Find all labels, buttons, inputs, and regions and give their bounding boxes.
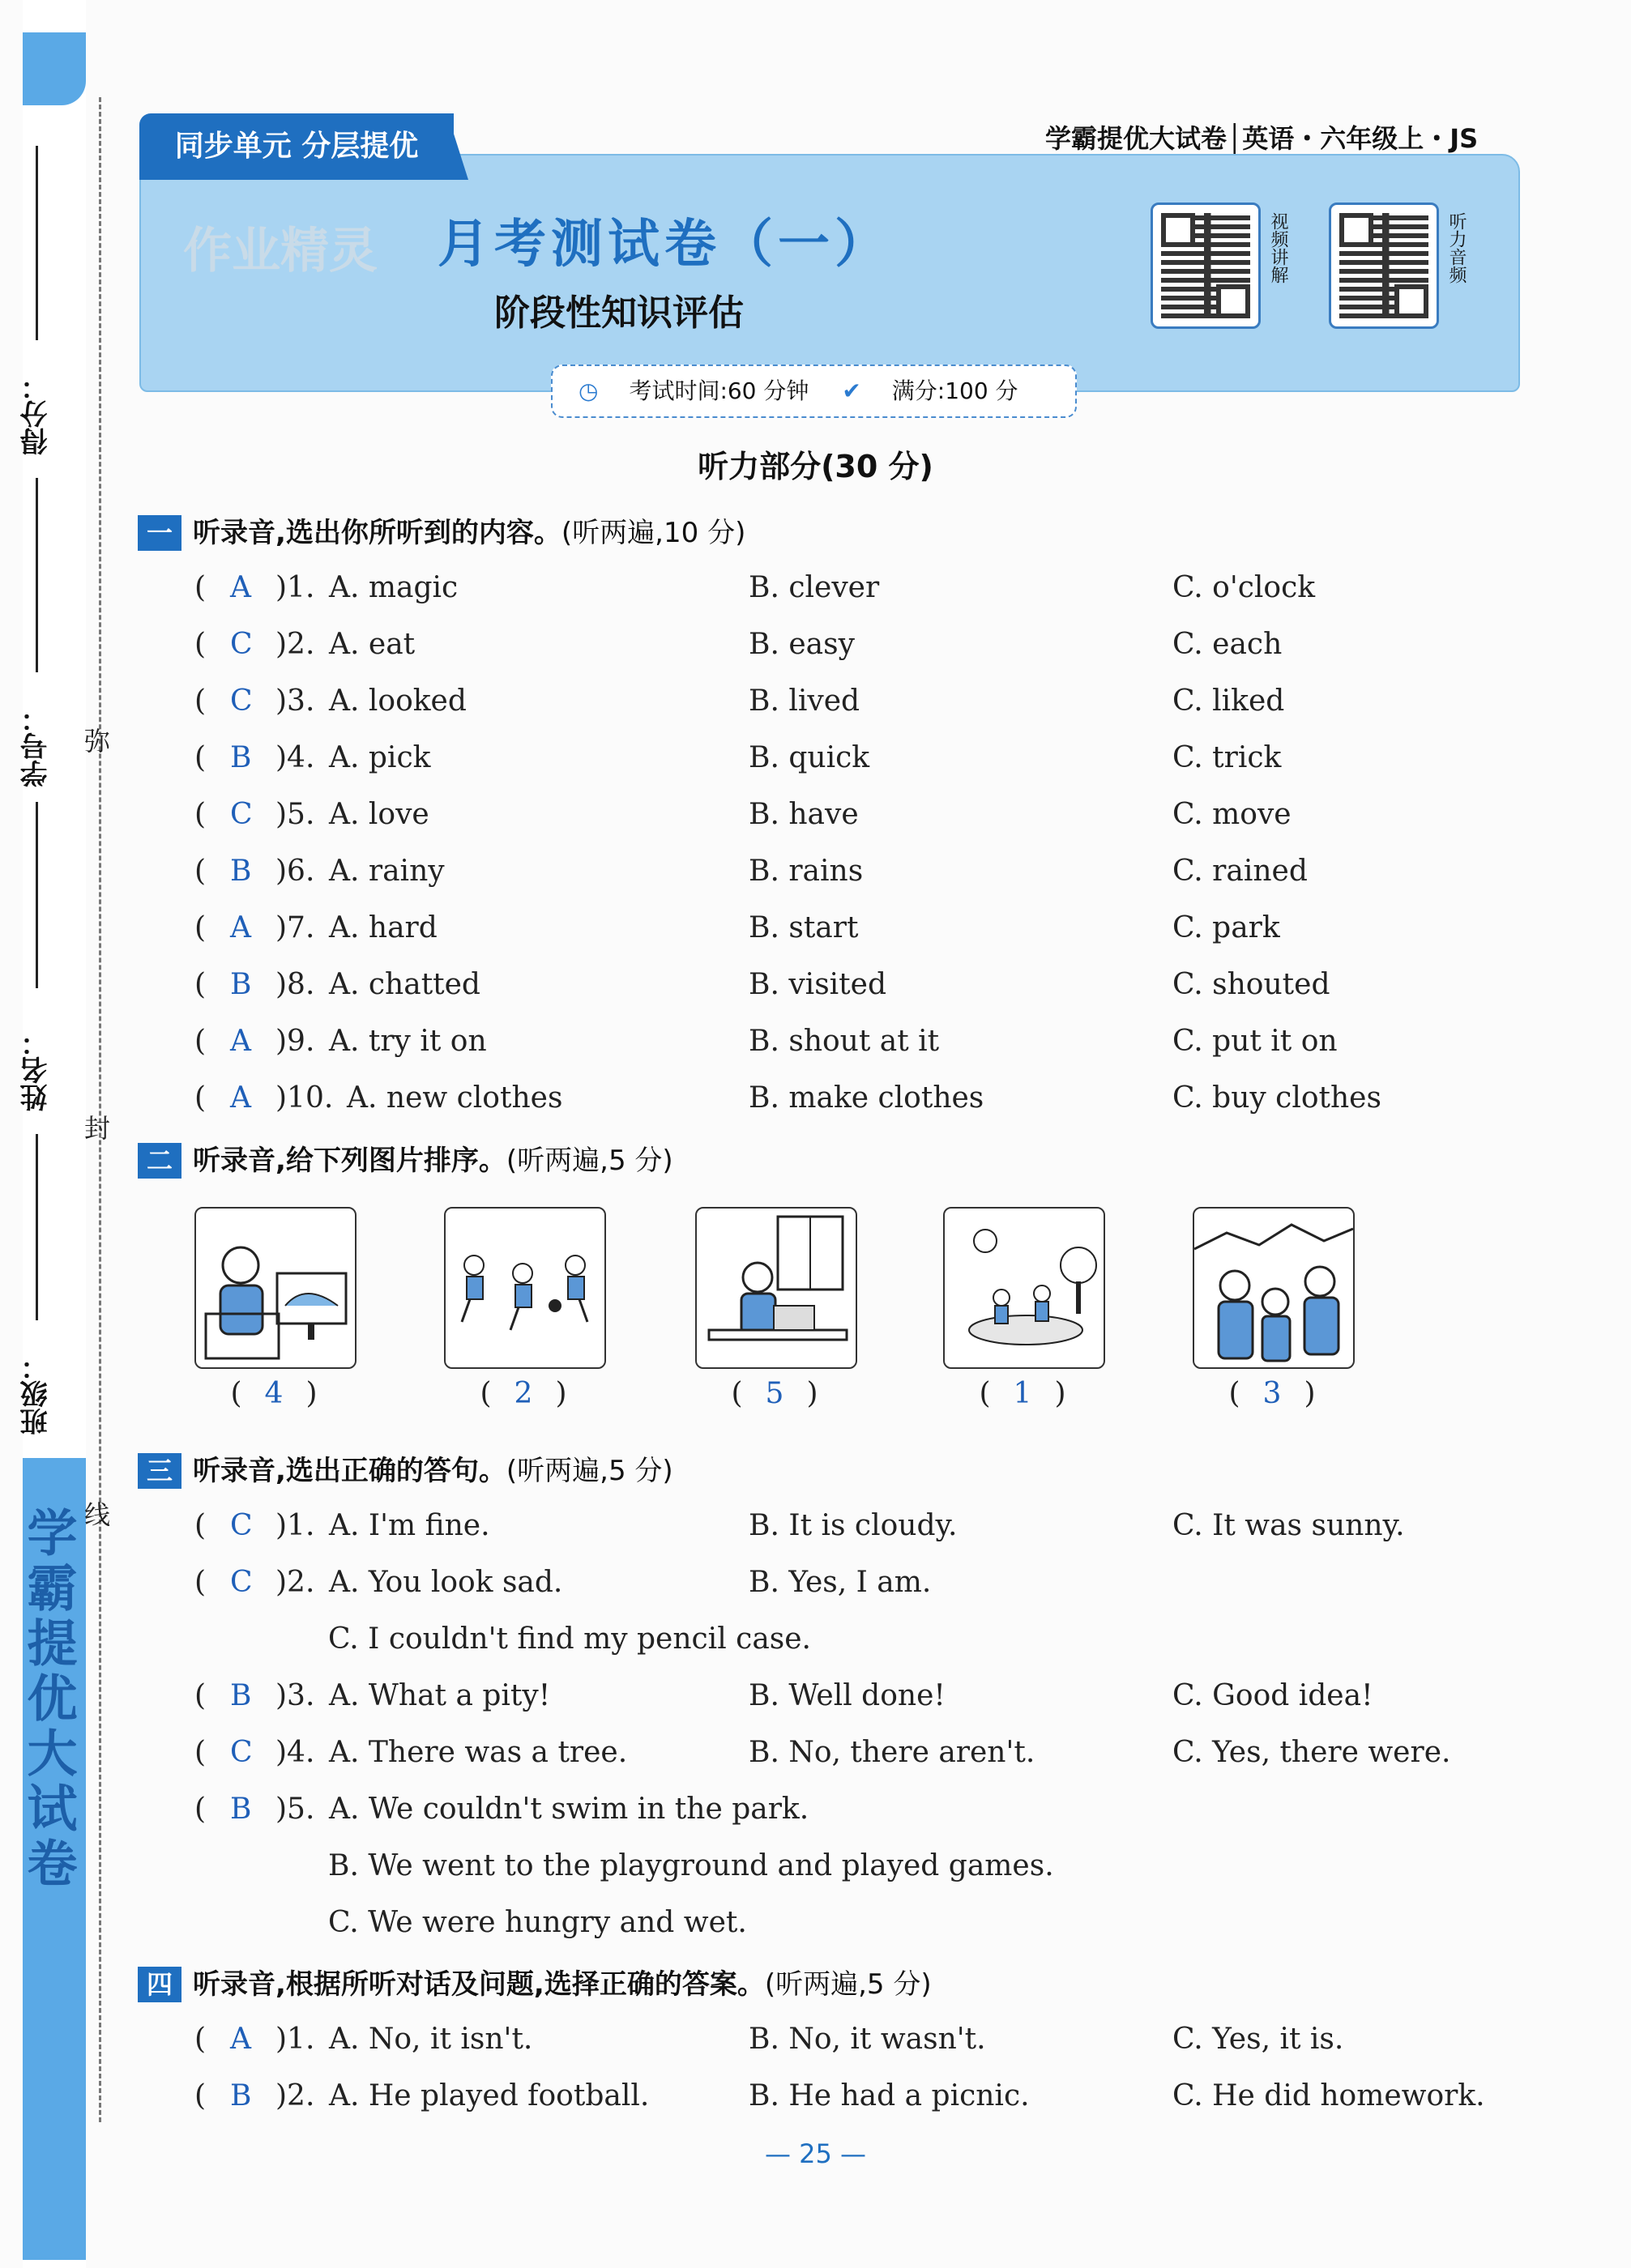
question-row	[194, 961, 1572, 1009]
option-a: A. pick	[329, 741, 431, 774]
question-row	[194, 1558, 1572, 1607]
section-note: (听两遍,10 分)	[561, 517, 746, 549]
picture-boy-tv	[194, 1207, 357, 1369]
answer-choice[interactable]: A	[230, 911, 251, 944]
spine-title: 学霸提优大试卷	[19, 1507, 78, 1892]
listening-part-title: 听力部分(30 分)	[698, 449, 933, 484]
option-c: C. park	[1172, 911, 1280, 944]
order-answer: 5	[765, 1377, 784, 1410]
answer-paren: (	[194, 2023, 207, 2056]
section-2-heading	[138, 1138, 673, 1179]
question-number: )5.	[275, 1793, 315, 1826]
question-number: )7.	[275, 911, 315, 944]
option-c: C. move	[1172, 798, 1292, 831]
watermark-logo: 作业精灵	[183, 223, 378, 279]
option-a: A. magic	[329, 571, 459, 604]
picture-order-5: ( 3 )	[1228, 1377, 1316, 1410]
section-3-heading	[138, 1448, 673, 1489]
option-a: A. You look sad.	[329, 1566, 563, 1599]
option-b: B. Yes, I am.	[749, 1566, 932, 1599]
option-a: A. eat	[329, 628, 416, 661]
answer-choice[interactable]: A	[230, 571, 251, 604]
answer-choice[interactable]: A	[230, 1025, 251, 1058]
option-c: C. Good idea!	[1172, 1679, 1373, 1712]
question-number: )10.	[275, 1081, 334, 1115]
option-b: B. shout at it	[749, 1025, 940, 1058]
option-a: A. What a pity!	[329, 1679, 551, 1712]
seal-char-xian: 线	[84, 1499, 111, 1530]
answer-choice[interactable]: C	[230, 684, 253, 718]
student-id-label: 学号：	[20, 705, 53, 787]
option-c: C. liked	[1172, 684, 1285, 718]
section-note: (听两遍,5 分)	[506, 1145, 673, 1177]
question-number: )5.	[275, 798, 315, 831]
answer-choice[interactable]: B	[230, 1679, 252, 1712]
exam-subtitle: 阶段性知识评估	[494, 292, 744, 334]
page-number: — 25 —	[764, 2138, 867, 2169]
section-number: 一	[138, 515, 181, 551]
option-a: A. hard	[329, 911, 438, 944]
seal-char-feng: 封	[84, 1113, 111, 1144]
option-b: B. start	[749, 911, 859, 944]
option-b: B. rains	[749, 855, 864, 888]
answer-choice[interactable]: A	[230, 1081, 251, 1115]
series-title: 学霸提优大试卷│英语・六年级上・JS	[1045, 123, 1479, 154]
answer-paren: (	[194, 628, 207, 661]
option-b: B. easy	[749, 628, 855, 661]
option-c: C. rained	[1172, 855, 1308, 888]
option-a: A. We couldn't swim in the park.	[329, 1793, 809, 1826]
answer-paren: (	[194, 855, 207, 888]
answer-choice[interactable]: B	[230, 741, 252, 774]
question-number: )4.	[275, 1736, 315, 1769]
order-answer: 3	[1262, 1377, 1282, 1410]
answer-choice[interactable]: B	[230, 1793, 252, 1826]
answer-paren: (	[194, 2079, 207, 2112]
option-b: B. make clothes	[749, 1081, 984, 1115]
option-a: A. looked	[329, 684, 467, 718]
section-title: 听录音,给下列图片排序。	[193, 1145, 506, 1177]
option-a: A. No, it isn't.	[329, 2023, 533, 2056]
option-a: A. new clothes	[347, 1081, 563, 1115]
question-number: )1.	[275, 2023, 315, 2056]
section-title: 听录音,选出正确的答句。	[193, 1455, 506, 1487]
question-number: )1.	[275, 571, 315, 604]
answer-choice[interactable]: B	[230, 968, 252, 1001]
answer-choice[interactable]: C	[230, 1509, 253, 1542]
name-line	[36, 802, 38, 988]
order-answer: 1	[1013, 1377, 1032, 1410]
option-c: C. each	[1172, 628, 1283, 661]
option-c: C. Yes, it is.	[1172, 2023, 1344, 2056]
picture-family-picnic	[943, 1207, 1105, 1369]
question-number: )1.	[275, 1509, 315, 1542]
picture-order-3: ( 5 )	[731, 1377, 818, 1410]
clock-icon: ◷	[579, 377, 599, 404]
video-qr-code[interactable]	[1151, 202, 1261, 329]
question-row	[194, 734, 1572, 782]
question-number: )9.	[275, 1025, 315, 1058]
unit-tag: 同步单元 分层提优	[139, 113, 454, 180]
order-answer: 2	[514, 1377, 533, 1410]
option-c: C. trick	[1172, 741, 1282, 774]
class-line	[36, 1134, 38, 1320]
question-row	[194, 847, 1572, 896]
option-c: C. We were hungry and wet.	[328, 1906, 747, 1939]
section-title: 听录音,选出你所听到的内容。	[193, 517, 561, 549]
audio-qr-code[interactable]	[1329, 202, 1439, 329]
option-b: B. No, it wasn't.	[749, 2023, 986, 2056]
option-c: C. shouted	[1172, 968, 1330, 1001]
option-a: A. He played football.	[329, 2079, 650, 2112]
option-a: A. love	[329, 798, 429, 831]
question-row	[194, 1785, 1572, 1834]
section-number: 三	[138, 1453, 181, 1489]
option-b: B. visited	[749, 968, 886, 1001]
picture-great-wall-visit	[1193, 1207, 1355, 1369]
spine-top-band	[23, 32, 86, 105]
question-number: )3.	[275, 684, 315, 718]
class-label: 班级：	[20, 1353, 53, 1435]
exam-info-box	[551, 364, 1077, 418]
question-row	[194, 1017, 1572, 1066]
answer-paren: (	[194, 571, 207, 604]
option-b: B. quick	[749, 741, 870, 774]
answer-choice[interactable]: B	[230, 2079, 252, 2112]
option-b: B. It is cloudy.	[749, 1509, 958, 1542]
answer-choice[interactable]: B	[230, 855, 252, 888]
question-number: )2.	[275, 628, 315, 661]
option-b: B. He had a picnic.	[749, 2079, 1030, 2112]
answer-paren: (	[194, 968, 207, 1001]
answer-choice[interactable]: C	[230, 628, 253, 661]
section-1-heading	[138, 510, 745, 551]
answer-paren: (	[194, 741, 207, 774]
answer-paren: (	[194, 1509, 207, 1542]
answer-paren: (	[194, 911, 207, 944]
answer-choice[interactable]: C	[230, 798, 253, 831]
question-row	[194, 1672, 1572, 1720]
answer-paren: (	[194, 1081, 207, 1115]
question-row	[194, 2072, 1572, 2121]
question-number: )4.	[275, 741, 315, 774]
option-c: C. Yes, there were.	[1172, 1736, 1451, 1769]
question-row	[194, 620, 1572, 669]
option-c: C. It was sunny.	[1172, 1509, 1405, 1542]
seal-char-mi: 弥	[84, 726, 111, 757]
score-label: 得分：	[20, 373, 53, 455]
question-row	[194, 1074, 1572, 1123]
answer-paren: (	[194, 1793, 207, 1826]
question-row	[194, 904, 1572, 953]
exam-title: 月考测试卷（一）	[438, 214, 891, 275]
question-number: )8.	[275, 968, 315, 1001]
question-row	[194, 791, 1572, 839]
option-a: A. chatted	[329, 968, 480, 1001]
section-4-heading	[138, 1962, 932, 2002]
order-answer: 4	[264, 1377, 284, 1410]
full-score: 满分:100 分	[891, 377, 1018, 404]
option-a: A. I'm fine.	[329, 1509, 490, 1542]
question-row	[194, 2015, 1572, 2064]
question-row	[194, 564, 1572, 612]
answer-paren: (	[194, 1025, 207, 1058]
video-qr-label: 视频讲解	[1268, 212, 1288, 284]
option-b: B. Well done!	[749, 1679, 946, 1712]
student-id-line	[36, 478, 38, 672]
score-line	[36, 146, 38, 340]
question-number: )6.	[275, 855, 315, 888]
exam-time: 考试时间:60 分钟	[629, 377, 809, 404]
option-c: C. He did homework.	[1172, 2079, 1485, 2112]
answer-choice[interactable]: A	[230, 2023, 251, 2056]
option-c: C. o'clock	[1172, 571, 1316, 604]
option-a: A. There was a tree.	[329, 1736, 628, 1769]
section-note: (听两遍,5 分)	[764, 1968, 932, 2001]
question-row	[194, 1502, 1572, 1550]
picture-order-2: ( 2 )	[480, 1377, 567, 1410]
question-row	[194, 677, 1572, 726]
section-note: (听两遍,5 分)	[506, 1455, 673, 1487]
option-c: C. I couldn't find my pencil case.	[328, 1622, 812, 1656]
section-title: 听录音,根据所听对话及问题,选择正确的答案。	[193, 1968, 765, 2001]
question-number: )2.	[275, 1566, 315, 1599]
answer-paren: (	[194, 684, 207, 718]
answer-paren: (	[194, 1566, 207, 1599]
answer-choice[interactable]: C	[230, 1566, 253, 1599]
section-number: 四	[138, 1967, 181, 2002]
check-icon: ✔	[842, 377, 861, 404]
picture-girl-computer	[695, 1207, 857, 1369]
option-a: A. try it on	[329, 1025, 487, 1058]
option-b: B. clever	[749, 571, 880, 604]
answer-choice[interactable]: C	[230, 1736, 253, 1769]
picture-order-1: ( 4 )	[230, 1377, 318, 1410]
question-row-continued	[194, 1615, 1572, 1664]
question-number: )2.	[275, 2079, 315, 2112]
question-row-continued	[194, 1842, 1572, 1891]
answer-paren: (	[194, 1679, 207, 1712]
question-row	[194, 1729, 1572, 1777]
question-number: )3.	[275, 1679, 315, 1712]
unit-tag-corner	[447, 113, 468, 180]
option-b: B. No, there aren't.	[749, 1736, 1035, 1769]
picture-order-4: ( 1 )	[979, 1377, 1066, 1410]
option-b: B. have	[749, 798, 859, 831]
option-c: C. buy clothes	[1172, 1081, 1381, 1115]
option-c: C. put it on	[1172, 1025, 1338, 1058]
question-row-continued	[194, 1899, 1572, 1947]
picture-children-football	[444, 1207, 606, 1369]
section-number: 二	[138, 1143, 181, 1179]
option-b: B. lived	[749, 684, 860, 718]
audio-qr-label: 听力音频	[1446, 212, 1467, 284]
name-label: 姓名：	[20, 1029, 53, 1111]
answer-paren: (	[194, 798, 207, 831]
option-b: B. We went to the playground and played games.	[328, 1849, 1054, 1882]
answer-paren: (	[194, 1736, 207, 1769]
option-a: A. rainy	[329, 855, 445, 888]
